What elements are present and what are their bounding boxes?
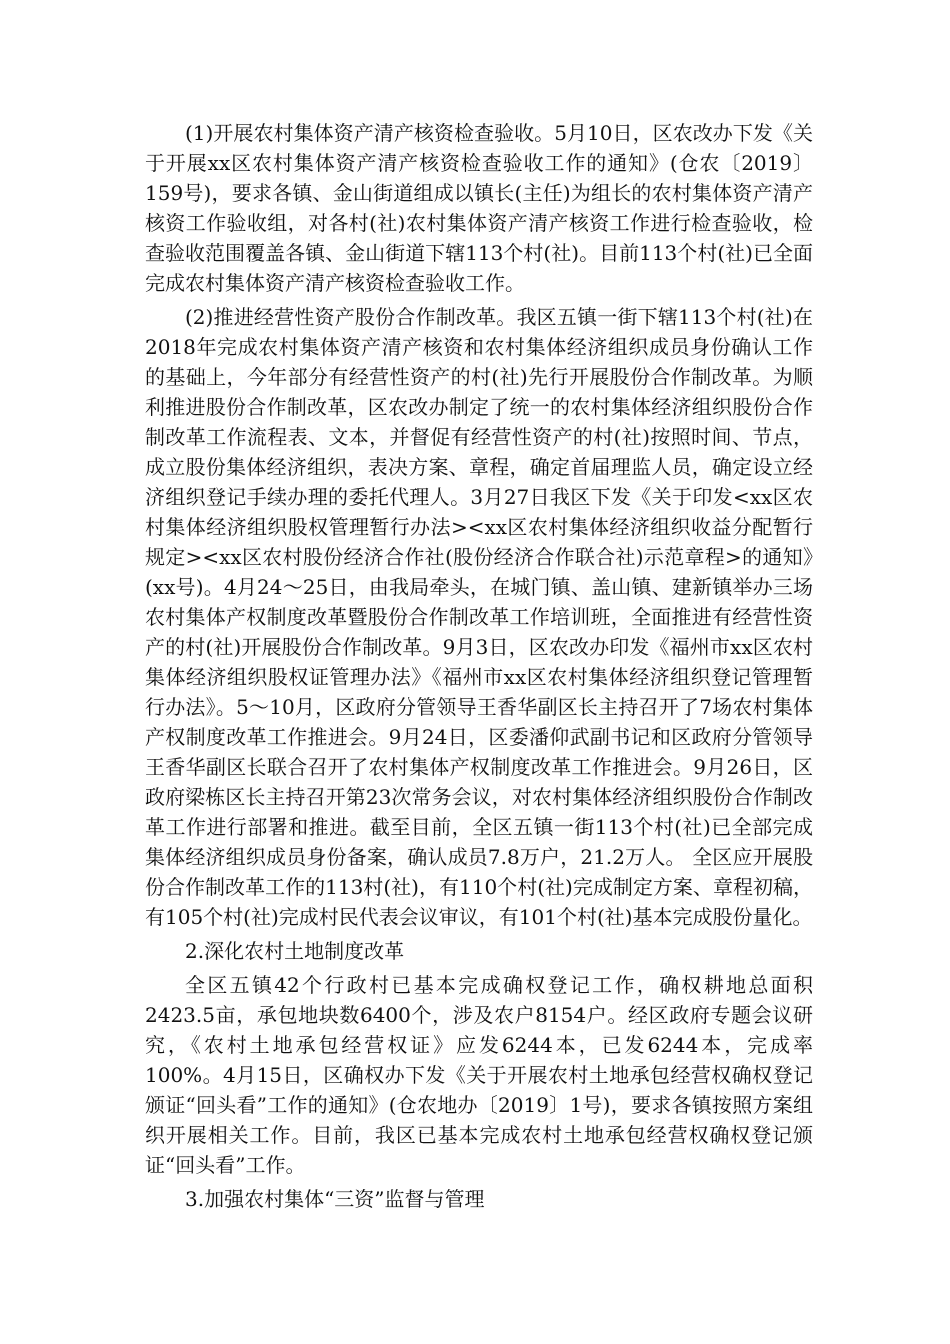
paragraph-shareholding-reform: (2)推进经营性资产股份合作制改革。我区五镇一街下辖113个村(社)在2018年完成农村集体资产清产核资和农村集体经济组织成员身份确认工作的基础上，今年部分有经营性资产的村(社)先行开展股份合作制改革。为顺利推进股份合作制改革，区农改办制定了统一的农村集体经济组织股份合作制改革工作流程表、文本，并督促有经营性资产的村(社)按照时间、节点，成立股份集体经济组织，表决方案、章程，确定首届理监人员，确定设立经济组织登记手续办理的委托代理人。3月27日我区下发《关于印发<xx区农村集体经济组织股权管理暂行办法><xx区农村集体经济组织收益分配暂行规定><xx区农村股份经济合作社(股份经济合作联合社)示范章程>的通知》(xx号)。4月24～25日，由我局牵头，在城门镇、盖山镇、建新镇举办三场农村集体产权制度改革暨股份合作制改革工作培训班，全面推进有经营性资产的村(社)开展股份合作制改革。9月3日，区农改办印发《福州市xx区农村集体经济组织股权证管理办法》《福州市xx区农村集体经济组织登记管理暂行办法》。5～10月，区政府分管领导王香华副区长主持召开了7场农村集体产权制度改革工作推进会。9月24日，区委潘仰武副书记和区政府分管领导王香华副区长联合召开了农村集体产权制度改革工作推进会。9月26日，区政府梁栋区长主持召开第23次常务会议，对农村集体经济组织股份合作制改革工作进行部署和推进。截至目前，全区五镇一街113个村(社)已全部完成集体经济组织成员身份备案，确认成员7.8万户，21.2万人。 全区应开展股份合作制改革工作的113村(社)，有110个村(社)完成制定方案、章程初稿，有105个村(社)完成村民代表会议审议，有101个村(社)基本完成股份量化。	[145, 305, 813, 929]
section-heading-three-assets: 3.加强农村集体“三资”监督与管理	[185, 1187, 485, 1211]
section-heading-land-reform: 2.深化农村土地制度改革	[185, 939, 405, 963]
paragraph-asset-verification: (1)开展农村集体资产清产核资检查验收。5月10日，区农改办下发《关于开展xx区农村集体资产清产核资检查验收工作的通知》(仓农〔2019〕159号)，要求各镇、金山街道组成以镇长(主任)为组长的农村集体资产清产核资工作验收组，对各村(社)农村集体资产清产核资工作进行检查验收，检查验收范围覆盖各镇、金山街道下辖113个村(社)。目前113个村(社)已全面完成农村集体资产清产核资检查验收工作。	[145, 121, 813, 295]
paragraph-land-registration: 全区五镇42个行政村已基本完成确权登记工作，确权耕地总面积2423.5亩，承包地块数6400个，涉及农户8154户。经区政府专题会议研究，《农村土地承包经营权证》应发6244本，已发6244本，完成率100%。4月15日，区确权办下发《关于开展农村土地承包经营权确权登记颁证“回头看”工作的通知》(仓农地办〔2019〕1号)，要求各镇按照方案组织开展相关工作。目前，我区已基本完成农村土地承包经营权确权登记颁证“回头看”工作。	[145, 973, 813, 1177]
document-page	[145, 118, 813, 1218]
